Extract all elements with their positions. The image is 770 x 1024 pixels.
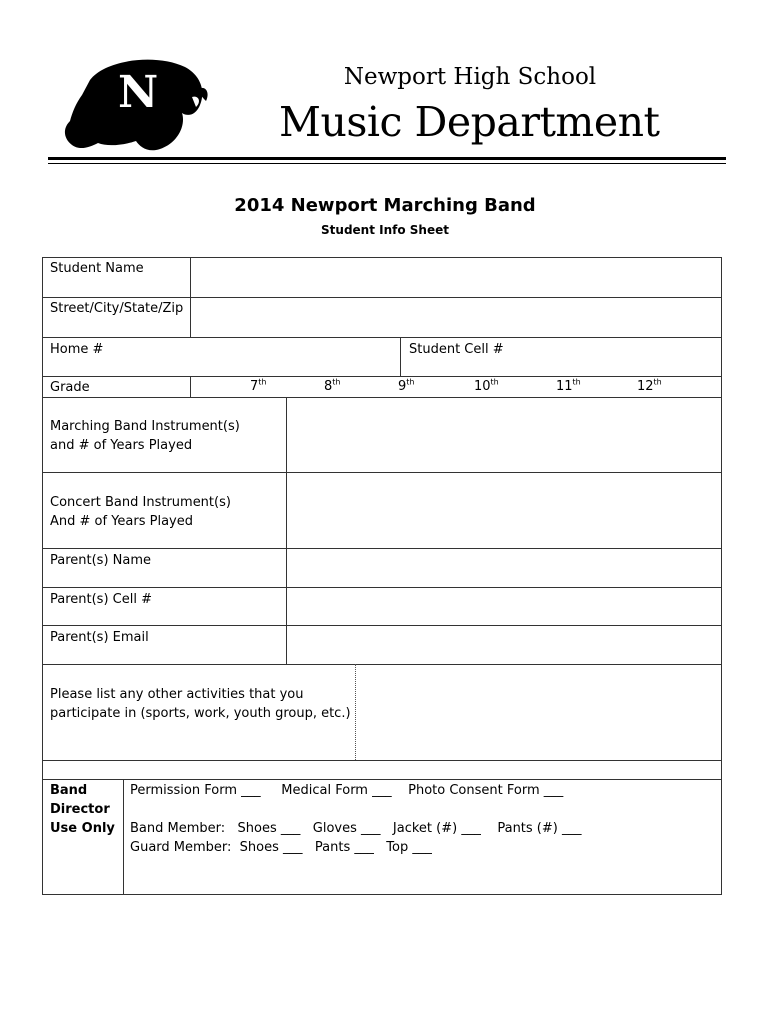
activities-field[interactable] <box>357 665 721 760</box>
grade-number: 12 <box>637 379 654 394</box>
grade-suffix: th <box>653 377 662 387</box>
grade-option-7[interactable] <box>250 379 267 394</box>
guard-member-line: Guard Member: Shoes ___ Pants ___ Top ___ <box>130 840 432 855</box>
grade-number: 11 <box>556 379 573 394</box>
col-divider <box>400 337 401 376</box>
director-forms-line: Permission Form ___ Medical Form ___ Photo Consent Form ___ <box>130 783 564 798</box>
grade-number: 7 <box>250 379 259 394</box>
grade-suffix: th <box>406 377 415 387</box>
student-cell-field[interactable] <box>500 338 721 376</box>
marching-instrument-label-2: and # of Years Played <box>50 438 193 453</box>
col-divider <box>190 376 191 397</box>
grade-option-9[interactable] <box>398 379 415 394</box>
marching-instrument-label-1: Marching Band Instrument(s) <box>50 419 240 434</box>
parent-email-label: Parent(s) Email <box>50 630 149 645</box>
parent-name-label: Parent(s) Name <box>50 553 152 568</box>
activities-label-2: participate in (sports, work, youth group, etc.) <box>50 706 351 721</box>
logo-letter: N <box>118 67 159 118</box>
grade-option-8[interactable] <box>324 379 341 394</box>
address-field[interactable] <box>191 298 721 337</box>
grade-suffix: th <box>572 377 581 387</box>
grade-option-10[interactable] <box>474 379 499 394</box>
grade-number: 10 <box>474 379 491 394</box>
grade-suffix: th <box>332 377 341 387</box>
concert-instrument-field[interactable] <box>287 473 721 548</box>
header-rule-thick <box>48 157 726 160</box>
concert-instrument-label-1: Concert Band Instrument(s) <box>50 495 231 510</box>
grade-number: 8 <box>324 379 333 394</box>
director-label-3: Use Only <box>50 821 115 836</box>
grade-suffix: th <box>490 377 499 387</box>
grade-suffix: th <box>258 377 267 387</box>
grade-option-12[interactable] <box>637 379 662 394</box>
parent-name-field[interactable] <box>287 549 721 587</box>
form-subtitle: Student Info Sheet <box>321 223 449 237</box>
parent-cell-label: Parent(s) Cell # <box>50 592 152 607</box>
home-phone-field[interactable] <box>100 338 399 376</box>
header-rule-thin <box>48 163 726 164</box>
concert-instrument-label-2: And # of Years Played <box>50 514 193 529</box>
col-divider <box>355 664 356 760</box>
marching-instrument-field[interactable] <box>287 398 721 472</box>
student-cell-label: Student Cell # <box>409 342 504 357</box>
row-divider <box>42 760 722 761</box>
grade-number: 9 <box>398 379 407 394</box>
row-divider <box>42 779 722 780</box>
student-name-label: Student Name <box>50 261 144 276</box>
director-label-2: Director <box>50 802 110 817</box>
grade-label: Grade <box>50 380 90 395</box>
address-label: Street/City/State/Zip <box>50 301 184 316</box>
form-title: 2014 Newport Marching Band <box>234 195 536 216</box>
department-title: Music Department <box>279 98 660 146</box>
activities-label-1: Please list any other activities that you <box>50 687 304 702</box>
parent-cell-field[interactable] <box>287 588 721 625</box>
col-divider <box>123 779 124 895</box>
home-phone-label: Home # <box>50 342 104 357</box>
band-member-line: Band Member: Shoes ___ Gloves ___ Jacket (#) ___ Pants (#) ___ <box>130 821 582 836</box>
director-label-1: Band <box>50 783 88 798</box>
grade-option-11[interactable] <box>556 379 581 394</box>
student-name-field[interactable] <box>191 258 721 297</box>
row-divider <box>42 376 722 377</box>
parent-email-field[interactable] <box>287 626 721 664</box>
school-name: Newport High School <box>343 64 597 90</box>
